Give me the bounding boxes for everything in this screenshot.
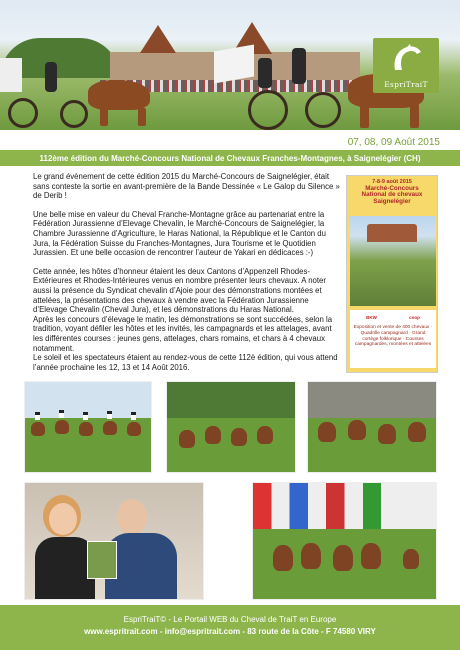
- carriage-wheel: [60, 100, 88, 128]
- photo-chariot-race: [252, 482, 437, 600]
- horse: [333, 545, 353, 571]
- paragraph: Le grand évènement de cette édition 2015 du Marché-Concours de Saignelégier, était sans conteste la sortie en avant-première de la Bande Dessinée « Le Galop du Silence » de Derib !: [33, 172, 340, 201]
- horse: [348, 420, 366, 440]
- footer-contact[interactable]: www.espritrait.com - info@espritrait.com - 83 route de la Côte - F 74580 VIRY: [84, 627, 376, 636]
- rider: [59, 410, 64, 418]
- horse-leg: [360, 104, 369, 128]
- man-face: [117, 499, 147, 535]
- horse: [205, 426, 221, 444]
- photo-trees: [167, 382, 295, 418]
- horse: [127, 422, 141, 436]
- espritrait-logo: [373, 38, 439, 93]
- grandstand-roof: [140, 25, 176, 53]
- horse: [257, 426, 273, 444]
- horse: [403, 549, 419, 569]
- driver: [258, 58, 272, 88]
- rider: [83, 412, 88, 420]
- paragraph: Une belle mise en valeur du Cheval Franche-Montagne grâce au partenariat entre la Fédération Jurassienne d’Elevage Chevalin, le Marché-Concours de Saignelégier, la Chambre Jurassienne d’Agriculture, le Haras National, la République et le Canton du Jura, la Fédération Suisse du Franches-Montagnes, Jura Tourisme et le Quotidien Jurassien. Et une belle occasion de rencontrer l’auteur de Yakari en dédicaces :-): [33, 209, 326, 258]
- sponsor-logo: BKW: [366, 314, 377, 320]
- poster-title-line: Saignelégier: [373, 197, 411, 205]
- comic-book: [87, 541, 117, 579]
- paragraph: Après les concours d’élevage le matin, les démonstrations se sont succédées, selon la tradition, voyant défiler les hôtes et les invités, les campagnards et les attelages, avant les différentes courses : jeunes gens, attelages, chars romains, et chars à 4 chevaux notamment.: [33, 314, 333, 353]
- footer: [0, 605, 460, 650]
- horse: [79, 422, 93, 436]
- photo-derib-signing: [24, 482, 204, 600]
- horse: [103, 421, 117, 435]
- sponsor-logo: coop: [409, 314, 420, 320]
- carriage-wheel: [8, 98, 38, 128]
- horse: [378, 424, 396, 444]
- photo-horses: [166, 381, 296, 473]
- horse: [318, 422, 336, 442]
- flag: [0, 58, 22, 92]
- horse: [361, 543, 381, 569]
- footer-tagline: EspriTraiT© - Le Portail WEB du Cheval de TraiT en Europe: [123, 615, 337, 624]
- photo-riders: [24, 381, 152, 473]
- horse: [179, 430, 195, 448]
- woman-body: [35, 537, 95, 600]
- paragraph: Cette année, les hôtes d’honneur étaient les deux Cantons d’Appenzell Rhodes-Extérieures et Rhodes-Intérieures venus en nombre présenter leurs chevaux. A noter aussi la présence du Syndicat chevalin d’Ajoie pour des démonstrations montées et attelées, la présentations des chevaux à vendre avec la Fédération Jurassienne d’Elevage Chevalin (Cheval Jura), et les démonstrations du Haras National.: [33, 266, 326, 315]
- paragraph: Le soleil et les spectateurs étaient au rendez-vous de cette 112è édition, qui vous attend l’année prochaine les 12, 13 et 14 Août 2016.: [33, 353, 338, 372]
- logo-text: EspriTraiT: [384, 80, 428, 89]
- woman-face: [49, 503, 77, 535]
- poster-footer: [350, 310, 436, 368]
- carriage-wheel: [248, 90, 288, 130]
- horse: [31, 422, 45, 436]
- horse: [88, 80, 150, 110]
- photo-race: [307, 381, 437, 473]
- headline: 112ème édition du Marché-Concours National de Chevaux Franches-Montagnes, à Saignelégier (CH): [39, 153, 421, 163]
- event-date: 07, 08, 09 Août 2015: [347, 137, 440, 148]
- horse: [301, 543, 321, 569]
- photo-flags: [253, 483, 436, 529]
- article-body: [33, 172, 341, 381]
- horse-leg: [410, 104, 419, 128]
- event-poster: [346, 175, 438, 373]
- rider: [35, 412, 40, 420]
- carriage-wheel: [305, 92, 341, 128]
- poster-sponsors: [350, 310, 436, 324]
- horse: [273, 545, 293, 571]
- horse-leg: [138, 108, 146, 126]
- photo-crowd: [308, 382, 436, 418]
- poster-info: Exposition et vente de 400 chevaux · Quadrille campagnard · Grand cortège folklorique · Courses campagnardes, montées et attelées: [353, 325, 433, 348]
- poster-title-line: National de chevaux: [361, 191, 423, 198]
- rider: [107, 411, 112, 419]
- horse-head-icon: [387, 44, 425, 72]
- horse: [55, 420, 69, 434]
- poster-title-line: Marché-Concours: [365, 184, 419, 192]
- horse: [231, 428, 247, 446]
- horse-leg: [100, 108, 108, 126]
- driver: [45, 62, 57, 92]
- headline-banner: [0, 150, 460, 166]
- poster-dates: 7-8-9 août 2015: [372, 179, 412, 185]
- poster-title: [347, 179, 437, 205]
- driver: [292, 48, 306, 84]
- horse: [408, 422, 426, 442]
- poster-building: [367, 224, 417, 242]
- rider: [131, 412, 136, 420]
